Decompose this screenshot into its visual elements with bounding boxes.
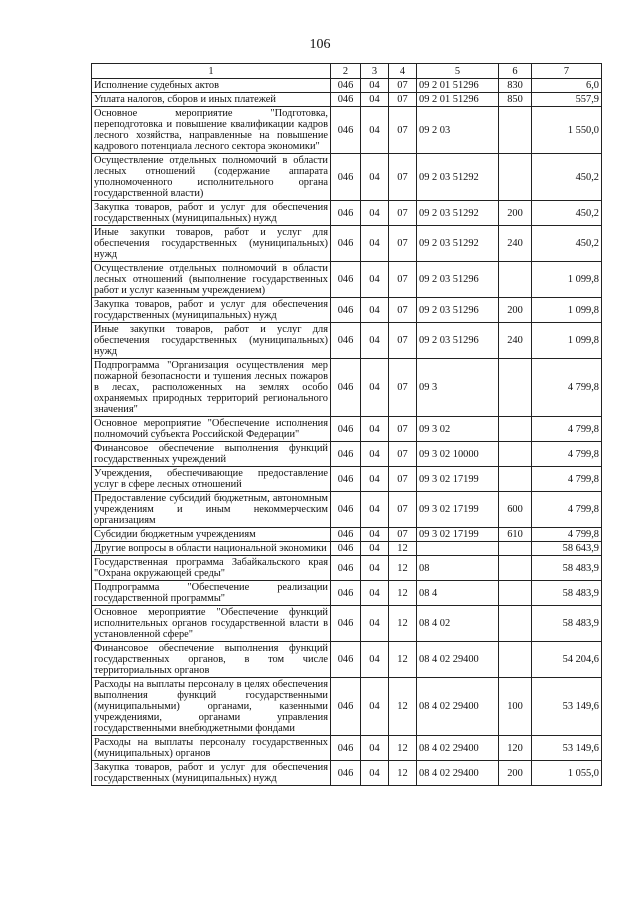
target-article-cell: 08 4 02	[417, 606, 499, 642]
target-article-cell: 09 3 02 17199	[417, 467, 499, 492]
expense-type-cell: 830	[499, 79, 532, 93]
row-name-cell: Иные закупки товаров, работ и услуг для обеспечения государственных (муниципальных) нужд	[92, 323, 331, 359]
expense-type-cell: 240	[499, 323, 532, 359]
table-row	[92, 556, 602, 581]
subsection-cell: 12	[389, 556, 417, 581]
amount-cell: 58 483,9	[532, 581, 602, 606]
code-cell: 046	[331, 736, 361, 761]
subsection-cell: 07	[389, 442, 417, 467]
expense-type-cell: 610	[499, 528, 532, 542]
amount-cell: 54 204,6	[532, 642, 602, 678]
amount-cell: 1 550,0	[532, 107, 602, 154]
table-row	[92, 442, 602, 467]
subsection-cell: 12	[389, 542, 417, 556]
row-name-cell: Другие вопросы в области национальной экономики	[92, 542, 331, 556]
subsection-cell: 07	[389, 93, 417, 107]
target-article-cell: 09 2 03	[417, 107, 499, 154]
target-article-cell: 09 3 02 17199	[417, 528, 499, 542]
table-row	[92, 298, 602, 323]
table-row	[92, 262, 602, 298]
code-cell: 046	[331, 581, 361, 606]
row-name-cell: Закупка товаров, работ и услуг для обеспечения государственных (муниципальных) нужд	[92, 298, 331, 323]
section-cell: 04	[361, 154, 389, 201]
code-cell: 046	[331, 642, 361, 678]
target-article-cell: 08 4	[417, 581, 499, 606]
section-cell: 04	[361, 359, 389, 417]
amount-cell: 1 099,8	[532, 262, 602, 298]
code-cell: 046	[331, 93, 361, 107]
row-name-cell: Финансовое обеспечение выполнения функций государственных учреждений	[92, 442, 331, 467]
subsection-cell: 07	[389, 492, 417, 528]
table-row	[92, 761, 602, 786]
target-article-cell: 09 3 02 17199	[417, 492, 499, 528]
code-cell: 046	[331, 467, 361, 492]
row-name-cell: Расходы на выплаты персоналу государственных (муниципальных) органов	[92, 736, 331, 761]
row-name-cell: Финансовое обеспечение выполнения функций государственных органов, в том числе территориальных органов	[92, 642, 331, 678]
row-name-cell: Закупка товаров, работ и услуг для обеспечения государственных (муниципальных) нужд	[92, 201, 331, 226]
expense-type-cell: 850	[499, 93, 532, 107]
table-row	[92, 467, 602, 492]
code-cell: 046	[331, 492, 361, 528]
row-name-cell: Основное мероприятие "Подготовка, переподготовка и повышение квалификации кадров лесного хозяйства, направленные на повышение кадрового потенциала лесного сектора экономики"	[92, 107, 331, 154]
table-row	[92, 606, 602, 642]
section-cell: 04	[361, 606, 389, 642]
target-article-cell: 09 2 03 51296	[417, 262, 499, 298]
section-cell: 04	[361, 736, 389, 761]
amount-cell: 1 055,0	[532, 761, 602, 786]
target-article-cell: 09 2 03 51292	[417, 226, 499, 262]
amount-cell: 1 099,8	[532, 298, 602, 323]
section-cell: 04	[361, 492, 389, 528]
code-cell: 046	[331, 556, 361, 581]
row-name-cell: Учреждения, обеспечивающие предоставление услуг в сфере лесных отношений	[92, 467, 331, 492]
code-cell: 046	[331, 323, 361, 359]
row-name-cell: Субсидии бюджетным учреждениям	[92, 528, 331, 542]
target-article-cell: 09 3 02	[417, 417, 499, 442]
expense-type-cell	[499, 556, 532, 581]
subsection-cell: 12	[389, 581, 417, 606]
expense-type-cell	[499, 467, 532, 492]
target-article-cell: 08	[417, 556, 499, 581]
target-article-cell	[417, 542, 499, 556]
amount-cell: 4 799,8	[532, 528, 602, 542]
expense-type-cell	[499, 542, 532, 556]
subsection-cell: 07	[389, 262, 417, 298]
target-article-cell: 08 4 02 29400	[417, 678, 499, 736]
row-name-cell: Основное мероприятие "Обеспечение исполнения полномочий субъекта Российской Федерации"	[92, 417, 331, 442]
row-name-cell: Исполнение судебных актов	[92, 79, 331, 93]
header-cell: 7	[532, 64, 602, 79]
code-cell: 046	[331, 79, 361, 93]
row-name-cell: Иные закупки товаров, работ и услуг для обеспечения государственных (муниципальных) нужд	[92, 226, 331, 262]
table-row	[92, 226, 602, 262]
subsection-cell: 07	[389, 79, 417, 93]
amount-cell: 4 799,8	[532, 442, 602, 467]
header-cell: 1	[92, 64, 331, 79]
section-cell: 04	[361, 298, 389, 323]
expense-type-cell	[499, 642, 532, 678]
expense-type-cell: 120	[499, 736, 532, 761]
row-name-cell: Подпрограмма "Обеспечение реализации государственной программы"	[92, 581, 331, 606]
table-row	[92, 736, 602, 761]
table-row	[92, 359, 602, 417]
subsection-cell: 07	[389, 359, 417, 417]
section-cell: 04	[361, 323, 389, 359]
subsection-cell: 07	[389, 226, 417, 262]
code-cell: 046	[331, 107, 361, 154]
target-article-cell: 08 4 02 29400	[417, 642, 499, 678]
target-article-cell: 08 4 02 29400	[417, 736, 499, 761]
section-cell: 04	[361, 442, 389, 467]
expense-type-cell	[499, 581, 532, 606]
amount-cell: 450,2	[532, 201, 602, 226]
amount-cell: 4 799,8	[532, 492, 602, 528]
subsection-cell: 12	[389, 642, 417, 678]
subsection-cell: 12	[389, 678, 417, 736]
code-cell: 046	[331, 417, 361, 442]
code-cell: 046	[331, 226, 361, 262]
code-cell: 046	[331, 154, 361, 201]
code-cell: 046	[331, 442, 361, 467]
row-name-cell: Уплата налогов, сборов и иных платежей	[92, 93, 331, 107]
target-article-cell: 09 3	[417, 359, 499, 417]
expense-type-cell: 200	[499, 298, 532, 323]
row-name-cell: Основное мероприятие "Обеспечение функций исполнительных органов государственной власти в установленной сфере"	[92, 606, 331, 642]
row-name-cell: Предоставление субсидий бюджетным, автономным учреждениям и иным некоммерческим организациям	[92, 492, 331, 528]
code-cell: 046	[331, 262, 361, 298]
code-cell: 046	[331, 528, 361, 542]
expense-type-cell: 600	[499, 492, 532, 528]
page-number: 106	[309, 37, 331, 52]
target-article-cell: 09 2 03 51296	[417, 298, 499, 323]
code-cell: 046	[331, 542, 361, 556]
amount-cell: 1 099,8	[532, 323, 602, 359]
table-row	[92, 93, 602, 107]
code-cell: 046	[331, 201, 361, 226]
section-cell: 04	[361, 93, 389, 107]
subsection-cell: 12	[389, 761, 417, 786]
amount-cell: 557,9	[532, 93, 602, 107]
target-article-cell: 09 2 01 51296	[417, 79, 499, 93]
subsection-cell: 12	[389, 606, 417, 642]
table-body	[92, 79, 602, 786]
expense-type-cell	[499, 262, 532, 298]
subsection-cell: 07	[389, 467, 417, 492]
expense-type-cell	[499, 417, 532, 442]
subsection-cell: 07	[389, 528, 417, 542]
target-article-cell: 09 3 02 10000	[417, 442, 499, 467]
amount-cell: 53 149,6	[532, 678, 602, 736]
table-row	[92, 678, 602, 736]
section-cell: 04	[361, 642, 389, 678]
section-cell: 04	[361, 107, 389, 154]
table-row	[92, 417, 602, 442]
expense-type-cell	[499, 154, 532, 201]
row-name-cell: Расходы на выплаты персоналу в целях обеспечения выполнения функций государственными (муниципальными) органами, казенными учреждениями, органами управления государственными внебюджетными фондами	[92, 678, 331, 736]
header-cell: 4	[389, 64, 417, 79]
code-cell: 046	[331, 678, 361, 736]
header-cell: 6	[499, 64, 532, 79]
section-cell: 04	[361, 581, 389, 606]
amount-cell: 450,2	[532, 154, 602, 201]
target-article-cell: 08 4 02 29400	[417, 761, 499, 786]
subsection-cell: 07	[389, 154, 417, 201]
section-cell: 04	[361, 678, 389, 736]
amount-cell: 53 149,6	[532, 736, 602, 761]
code-cell: 046	[331, 606, 361, 642]
target-article-cell: 09 2 01 51296	[417, 93, 499, 107]
amount-cell: 58 643,9	[532, 542, 602, 556]
section-cell: 04	[361, 528, 389, 542]
section-cell: 04	[361, 556, 389, 581]
subsection-cell: 07	[389, 298, 417, 323]
row-name-cell: Государственная программа Забайкальского края "Охрана окружающей среды"	[92, 556, 331, 581]
row-name-cell: Подпрограмма "Организация осуществления мер пожарной безопасности и тушения лесных пожаров в лесах, расположенных на землях особо охраняемых природных территорий регионального значения"	[92, 359, 331, 417]
header-cell: 3	[361, 64, 389, 79]
section-cell: 04	[361, 226, 389, 262]
row-name-cell: Осуществление отдельных полномочий в области лесных отношений (выполнение государственных работ и услуг казенным учреждением)	[92, 262, 331, 298]
code-cell: 046	[331, 761, 361, 786]
expense-type-cell: 240	[499, 226, 532, 262]
section-cell: 04	[361, 542, 389, 556]
target-article-cell: 09 2 03 51296	[417, 323, 499, 359]
table-row	[92, 581, 602, 606]
subsection-cell: 12	[389, 736, 417, 761]
row-name-cell: Закупка товаров, работ и услуг для обеспечения государственных (муниципальных) нужд	[92, 761, 331, 786]
amount-cell: 4 799,8	[532, 359, 602, 417]
table-row	[92, 492, 602, 528]
amount-cell: 4 799,8	[532, 467, 602, 492]
amount-cell: 450,2	[532, 226, 602, 262]
expense-type-cell	[499, 606, 532, 642]
table-row	[92, 154, 602, 201]
header-cell: 2	[331, 64, 361, 79]
table-row	[92, 79, 602, 93]
section-cell: 04	[361, 79, 389, 93]
section-cell: 04	[361, 417, 389, 442]
subsection-cell: 07	[389, 107, 417, 154]
expense-type-cell	[499, 442, 532, 467]
section-cell: 04	[361, 201, 389, 226]
amount-cell: 4 799,8	[532, 417, 602, 442]
header-row	[92, 64, 602, 79]
subsection-cell: 07	[389, 417, 417, 442]
expense-type-cell: 200	[499, 201, 532, 226]
table-row	[92, 528, 602, 542]
table-row	[92, 542, 602, 556]
section-cell: 04	[361, 262, 389, 298]
table-row	[92, 323, 602, 359]
target-article-cell: 09 2 03 51292	[417, 154, 499, 201]
header-cell: 5	[417, 64, 499, 79]
expense-type-cell	[499, 107, 532, 154]
table-row	[92, 201, 602, 226]
table-row	[92, 107, 602, 154]
table-row	[92, 642, 602, 678]
subsection-cell: 07	[389, 201, 417, 226]
code-cell: 046	[331, 298, 361, 323]
section-cell: 04	[361, 761, 389, 786]
expense-type-cell: 200	[499, 761, 532, 786]
amount-cell: 6,0	[532, 79, 602, 93]
amount-cell: 58 483,9	[532, 606, 602, 642]
section-cell: 04	[361, 467, 389, 492]
code-cell: 046	[331, 359, 361, 417]
amount-cell: 58 483,9	[532, 556, 602, 581]
row-name-cell: Осуществление отдельных полномочий в области лесных отношений (содержание аппарата уполномоченного исполнительного органа государственной власти)	[92, 154, 331, 201]
expense-type-cell: 100	[499, 678, 532, 736]
target-article-cell: 09 2 03 51292	[417, 201, 499, 226]
subsection-cell: 07	[389, 323, 417, 359]
expense-type-cell	[499, 359, 532, 417]
budget-table	[91, 63, 602, 786]
